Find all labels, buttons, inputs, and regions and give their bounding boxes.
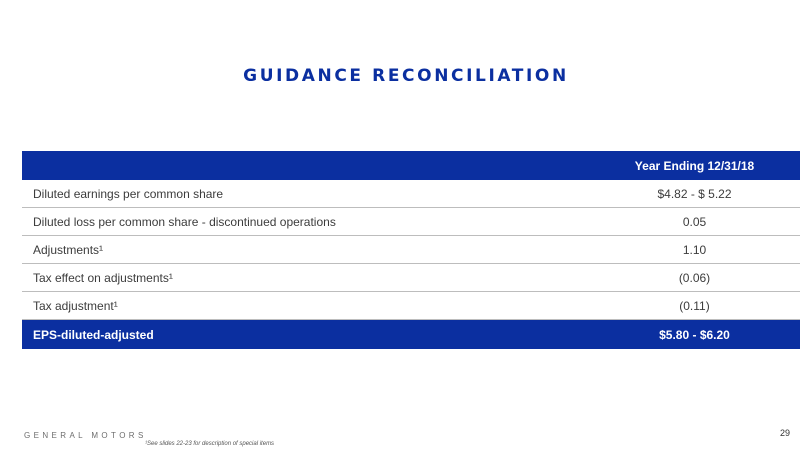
row-label: Tax effect on adjustments¹ xyxy=(33,270,173,285)
slide-title: GUIDANCE RECONCILIATION xyxy=(243,66,569,86)
row-label: Diluted earnings per common share xyxy=(33,186,224,201)
row-label: Adjustments¹ xyxy=(33,242,104,257)
total-value: $5.80 - $6.20 xyxy=(659,327,730,342)
row-value: 1.10 xyxy=(682,242,707,257)
total-label: EPS-diluted-adjusted xyxy=(33,327,154,342)
brand-wordmark: GENERAL MOTORS xyxy=(24,431,147,440)
row-value: 0.05 xyxy=(682,214,707,229)
table-row xyxy=(22,236,800,264)
row-label: Diluted loss per common share - discontinued operations xyxy=(33,214,336,229)
table-row xyxy=(22,292,800,320)
page-number: 29 xyxy=(779,428,790,438)
row-value: $4.82 - $ 5.22 xyxy=(657,186,732,201)
footnote: ¹See slides 22-23 for description of special items xyxy=(145,441,275,447)
reconciliation-table xyxy=(22,151,800,349)
row-value: (0.11) xyxy=(679,298,710,313)
table-row xyxy=(22,208,800,236)
table-row xyxy=(22,180,800,208)
table-header-row xyxy=(22,151,800,180)
table-total-row xyxy=(22,320,800,349)
row-value: (0.06) xyxy=(678,270,711,285)
header-year-ending: Year Ending 12/31/18 xyxy=(634,158,755,173)
row-label: Tax adjustment¹ xyxy=(33,298,118,313)
table-row xyxy=(22,264,800,292)
